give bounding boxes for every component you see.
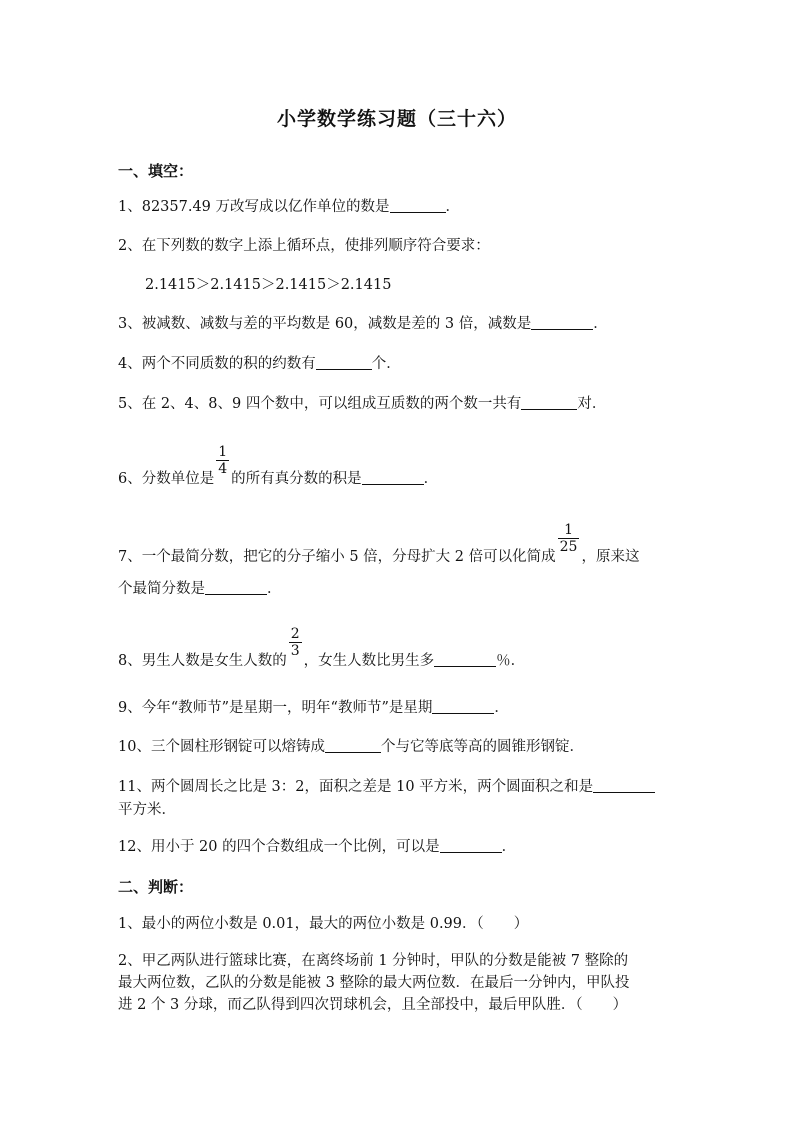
- answer-blank[interactable]: [531, 315, 593, 330]
- answer-blank[interactable]: [432, 699, 494, 714]
- section-heading-fill-in: 一、填空：: [118, 162, 194, 180]
- judgment-2: 2、甲乙两队进行篮球比赛，在离终场前 1 分钟时，甲队的分数是能被 7 整除的 最大两位数，乙队的分数是能被 3 整除的最大两位数．在最后一分钟内，甲队投 进 2 个 3 分球，而乙队得到四次罚球机会，且全部投中，最后甲队胜．（ ）: [118, 953, 630, 1013]
- question-1-text: 1、82357.49 万改写成以亿作单位的数是: [118, 199, 390, 215]
- answer-blank[interactable]: [362, 470, 424, 485]
- question-2-text: 2、在下列数的数字上添上循环点，使排列顺序符合要求：: [118, 238, 490, 254]
- question-12: 12、用小于 20 的四个合数组成一个比例，可以是 ．: [118, 839, 517, 855]
- question-2-numbers: 2.1415＞2.1415＞2.1415＞2.1415: [145, 277, 392, 293]
- question-7-continued: 个最简分数是 ．: [118, 581, 282, 597]
- question-4: 4、两个不同质数的积的约数有 个．: [118, 356, 401, 372]
- fraction: $\frac{2}{3}$: [290, 626, 300, 659]
- judgment-1: 1、最小的两位小数是 0.01，最大的两位小数是 0.99．（ ）: [118, 916, 529, 932]
- question-9-text: 9、今年“教师节”是星期一，明年“教师节”是星期: [118, 700, 433, 716]
- question-11-continued: 平方米．: [118, 802, 176, 818]
- answer-blank[interactable]: [325, 738, 381, 753]
- question-9: 9、今年“教师节”是星期一，明年“教师节”是星期 ．: [118, 700, 509, 716]
- question-11-text: 11、两个圆周长之比是 3：2，面积之差是 10 平方米，两个圆面积之和是: [118, 779, 594, 795]
- question-5-text: 5、在 2、4、8、9 四个数中，可以组成互质数的两个数一共有: [118, 396, 522, 412]
- answer-blank[interactable]: [390, 198, 446, 213]
- question-1: 1、82357.49 万改写成以亿作单位的数是 ．: [118, 199, 461, 215]
- question-5: 5、在 2、4、8、9 四个数中，可以组成互质数的两个数一共有 对．: [118, 396, 607, 412]
- question-7: 7、一个最简分数，把它的分子缩小 5 倍，分母扩大 2 倍可以化简成 $\frac{1}{25}$ ，原来这: [118, 522, 640, 565]
- question-4-text: 4、两个不同质数的积的约数有: [118, 356, 316, 372]
- question-10: 10、三个圆柱形钢锭可以熔铸成 个与它等底等高的圆锥形钢锭．: [118, 739, 584, 755]
- answer-blank[interactable]: [440, 838, 502, 853]
- question-3: 3、被减数、减数与差的平均数是 60，减数是差的 3 倍，减数是 ．: [118, 316, 608, 332]
- question-12-text: 12、用小于 20 的四个合数组成一个比例，可以是: [118, 839, 440, 855]
- section-heading-judgment: 二、判断：: [118, 878, 194, 896]
- fraction: $\frac{1}{4}$: [218, 444, 228, 477]
- answer-blank[interactable]: [521, 395, 577, 410]
- question-8: 8、男生人数是女生人数的 $\frac{2}{3}$ ，女生人数比男生多 ％．: [118, 626, 526, 669]
- answer-blank[interactable]: [316, 355, 372, 370]
- page-title: 小学数学练习题（三十六）: [276, 108, 517, 130]
- question-6: 6、分数单位是 $\frac{1}{4}$ 的所有真分数的积是 ．: [118, 444, 439, 487]
- question-3-text: 3、被减数、减数与差的平均数是 60，减数是差的 3 倍，减数是: [118, 316, 532, 332]
- answer-blank[interactable]: [593, 778, 655, 793]
- answer-blank[interactable]: [205, 580, 267, 595]
- fraction: $\frac{1}{25}$: [559, 522, 578, 555]
- question-2: [118, 233, 678, 259]
- answer-blank[interactable]: [434, 652, 496, 667]
